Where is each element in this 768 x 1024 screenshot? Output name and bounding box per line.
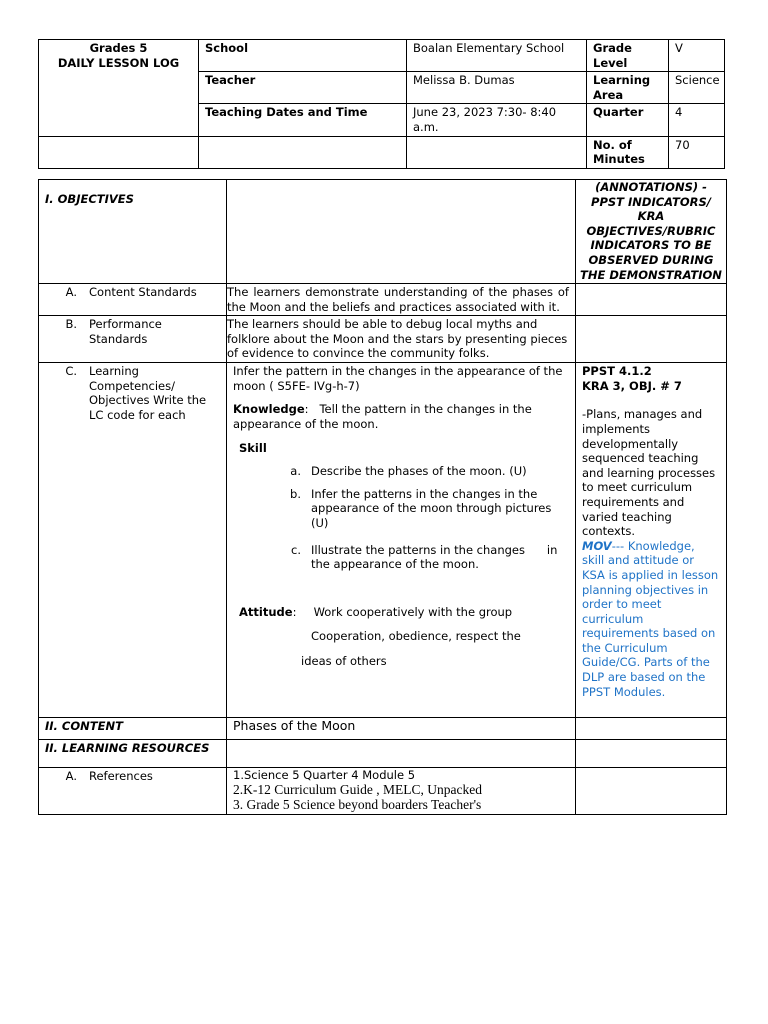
skill-item-text: Infer the patterns in the changes in the appearance of the moon through pictures (U) [311,486,552,530]
skill-item [233,543,569,572]
empty-cell [576,284,727,316]
content-standards-label-cell [39,284,227,316]
performance-standards-label-cell [39,316,227,363]
empty-cell [576,768,727,815]
dates-label: Teaching Dates and Time [199,104,407,136]
title-line-1: Grades 5 [89,41,148,55]
attitude-line-1: Work cooperatively with the group [313,604,513,619]
content-heading: II. CONTENT [39,718,227,740]
attitude-row: Attitude : Work cooperatively with the group [239,604,513,619]
log-title [39,40,199,137]
mov-text: --- Knowledge, skill and attitude or KSA is applied in lesson planning objectives in order to meet curriculum requirements based on the Curriculum Guide/CG. Parts of the DLP are based on the PPST Modules. [582,538,719,699]
content-standards-label: Content Standards [89,285,197,299]
skill-item-num: a. [290,464,301,479]
skill-item [233,464,569,479]
performance-standards-num: B. [65,317,77,332]
kra-objective: KRA 3, OBJ. # 7 [582,378,682,393]
annotations-header: (ANNOTATIONS) -PPST INDICATORS/ KRA OBJECTIVES/RUBRIC INDICATORS TO BE OBSERVED DURING THE DEMONSTRATION [576,180,727,284]
dates-value: June 23, 2023 7:30- 8:40 a.m. [407,104,587,136]
skill-label: Skill [239,440,267,455]
objectives-heading: I. OBJECTIVES [39,180,227,284]
empty-cell [39,136,199,168]
reference-item: 2.K-12 Curriculum Guide , MELC, Unpacked [233,782,482,798]
knowledge-label: Knowledge [233,402,305,417]
learning-competencies-num: C. [65,364,77,379]
grade-label: Grade Level [587,40,669,72]
empty-cell [227,180,576,284]
references-label: References [89,769,153,784]
header-table [38,39,725,169]
performance-standards-text: The learners should be able to debug local myths and folklore about the Moon and the stars by presenting pieces of evidence to convince the community folks. [227,316,576,363]
ppst-indicator: PPST 4.1.2 [582,364,652,379]
content-standards-text: The learners demonstrate understanding of the phases of the Moon and the beliefs and practices associated with it. [227,284,576,316]
area-value: Science [669,72,725,104]
empty-cell [199,136,407,168]
performance-standards-label: Performance Standards [89,317,162,346]
teacher-label: Teacher [199,72,407,104]
attitude-line-2: Cooperation, obedience, respect the [311,629,521,644]
content-value: Phases of the Moon [227,718,576,740]
learning-competencies-content: Infer the pattern in the changes in the appearance of the moon ( S5FE- IVg-h-7) Knowledge: Tell the pattern in the changes in the appearance of the moon. Skill a. Describe the phases of the moon. (U) b. Infer the patterns in the changes in the appearance of the moon through pictures (U) c. Illustrate the patterns in the changes in the appearance of the moon. Attitude : Work cooperatively with the group Cooperation, obedience, respect the ideas of others [227,363,576,718]
content-standards-num: A. [65,285,77,299]
knowledge-text: Tell the pattern in the changes in the appearance of the moon. [233,402,532,431]
indicator-text: -Plans, manages and implements developmentally sequenced teaching and learning processes to meet curriculum requirements and varied teaching contexts. [582,407,716,539]
quarter-label: Quarter [587,104,669,136]
quarter-value: 4 [669,104,725,136]
mov-label: MOV [582,538,612,553]
resources-heading: II. LEARNING RESOURCES [39,740,227,768]
skill-item-text: Describe the phases of the moon. (U) [311,464,527,479]
empty-cell [576,740,727,768]
references-list [227,768,576,815]
minutes-label: No. of Minutes [587,136,669,168]
attitude-line-3: ideas of others [301,653,387,668]
school-label: School [199,40,407,72]
learning-competencies-label: Learning Competencies/ Objectives Write the LC code for each [89,364,207,422]
skill-item-num: c. [291,542,301,557]
empty-cell [227,740,576,768]
reference-item: 1.Science 5 Quarter 4 Module 5 [233,768,416,783]
lc-text: Infer the pattern in the changes in the appearance of the moon ( S5FE- IVg-h-7) [233,364,563,393]
attitude-label: Attitude [239,604,293,619]
learning-competencies-label-cell [39,363,227,718]
teacher-value: Melissa B. Dumas [407,72,587,104]
empty-cell [576,316,727,363]
title-line-2: DAILY LESSON LOG [57,55,180,70]
empty-cell [576,718,727,740]
skill-item-num: b. [290,486,301,501]
lesson-table [38,179,727,815]
minutes-value: 70 [669,136,725,168]
references-num: A. [65,769,77,784]
area-label: Learning Area [587,72,669,104]
skill-item [233,487,569,531]
grade-value: V [669,40,725,72]
ppst-annotation [576,363,727,718]
empty-cell [407,136,587,168]
school-value: Boalan Elementary School [407,40,587,72]
references-label-cell [39,768,227,815]
skill-item-text: Illustrate the patterns in the changes in the appearance of the moon. [311,542,562,572]
reference-item: 3. Grade 5 Science beyond boarders Teacher's [233,797,482,813]
